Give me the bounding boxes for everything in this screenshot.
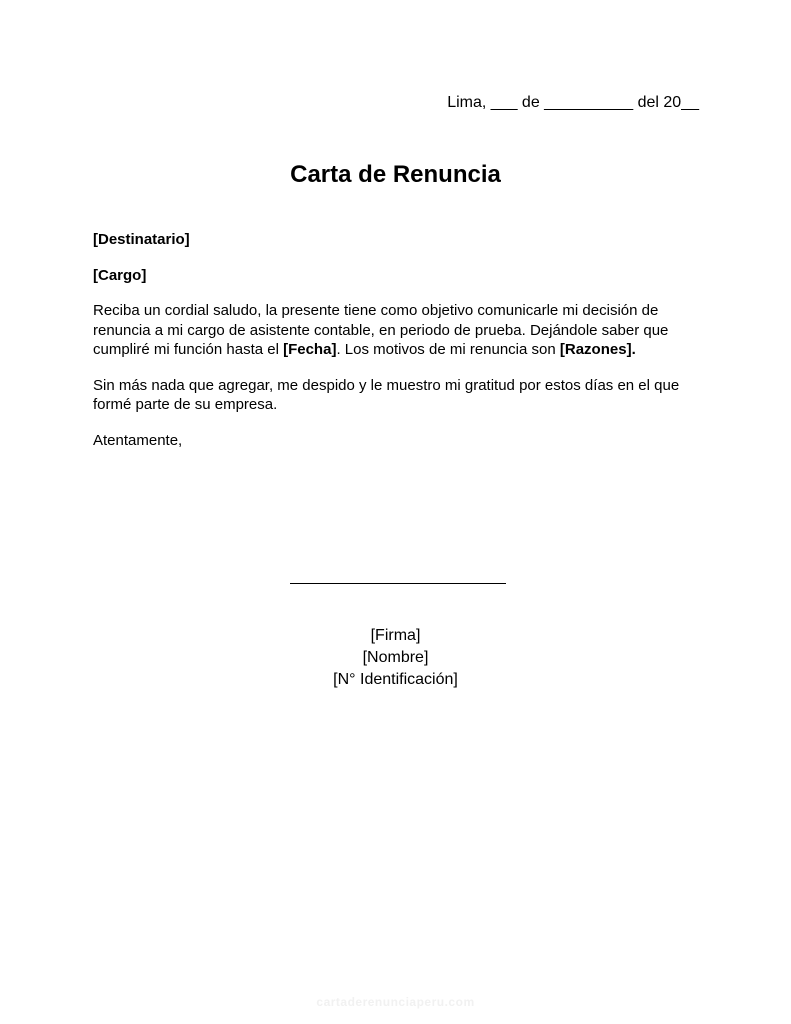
signature-firma: [Firma] [370, 627, 421, 644]
paragraph-1 [93, 301, 703, 360]
date-line: Lima, ___ de __________ del 20__ [447, 94, 699, 111]
date-placeholder: [Fecha] [283, 341, 337, 358]
watermark: cartaderenunciaperu.com [316, 995, 475, 1009]
signature-line [290, 583, 506, 584]
letter-body [93, 230, 703, 466]
recipient-name: [Destinatario] [93, 231, 190, 248]
signature-block [0, 625, 791, 691]
reasons-placeholder: [Razones]. [559, 341, 636, 358]
signature-identificacion: [N° Identificación] [333, 671, 458, 688]
paragraph-1-text-b: . Los motivos de mi renuncia son [336, 341, 560, 358]
paragraph-1-text-a: Reciba un cordial saludo, la presente tiene como objetivo comunicarle mi decisión de renuncia a mi cargo de asistente contable, en periodo de prueba. Dejándole saber que cumpliré mi función hasta el [93, 302, 669, 358]
paragraph-2: Sin más nada que agregar, me despido y le muestro mi gratitud por estos días en el que formé parte de su empresa. [93, 376, 680, 413]
closing: Atentamente, [93, 431, 183, 449]
recipient-position: [Cargo] [93, 266, 147, 284]
document-title: Carta de Renuncia [290, 161, 501, 188]
signature-nombre: [Nombre] [362, 649, 429, 666]
